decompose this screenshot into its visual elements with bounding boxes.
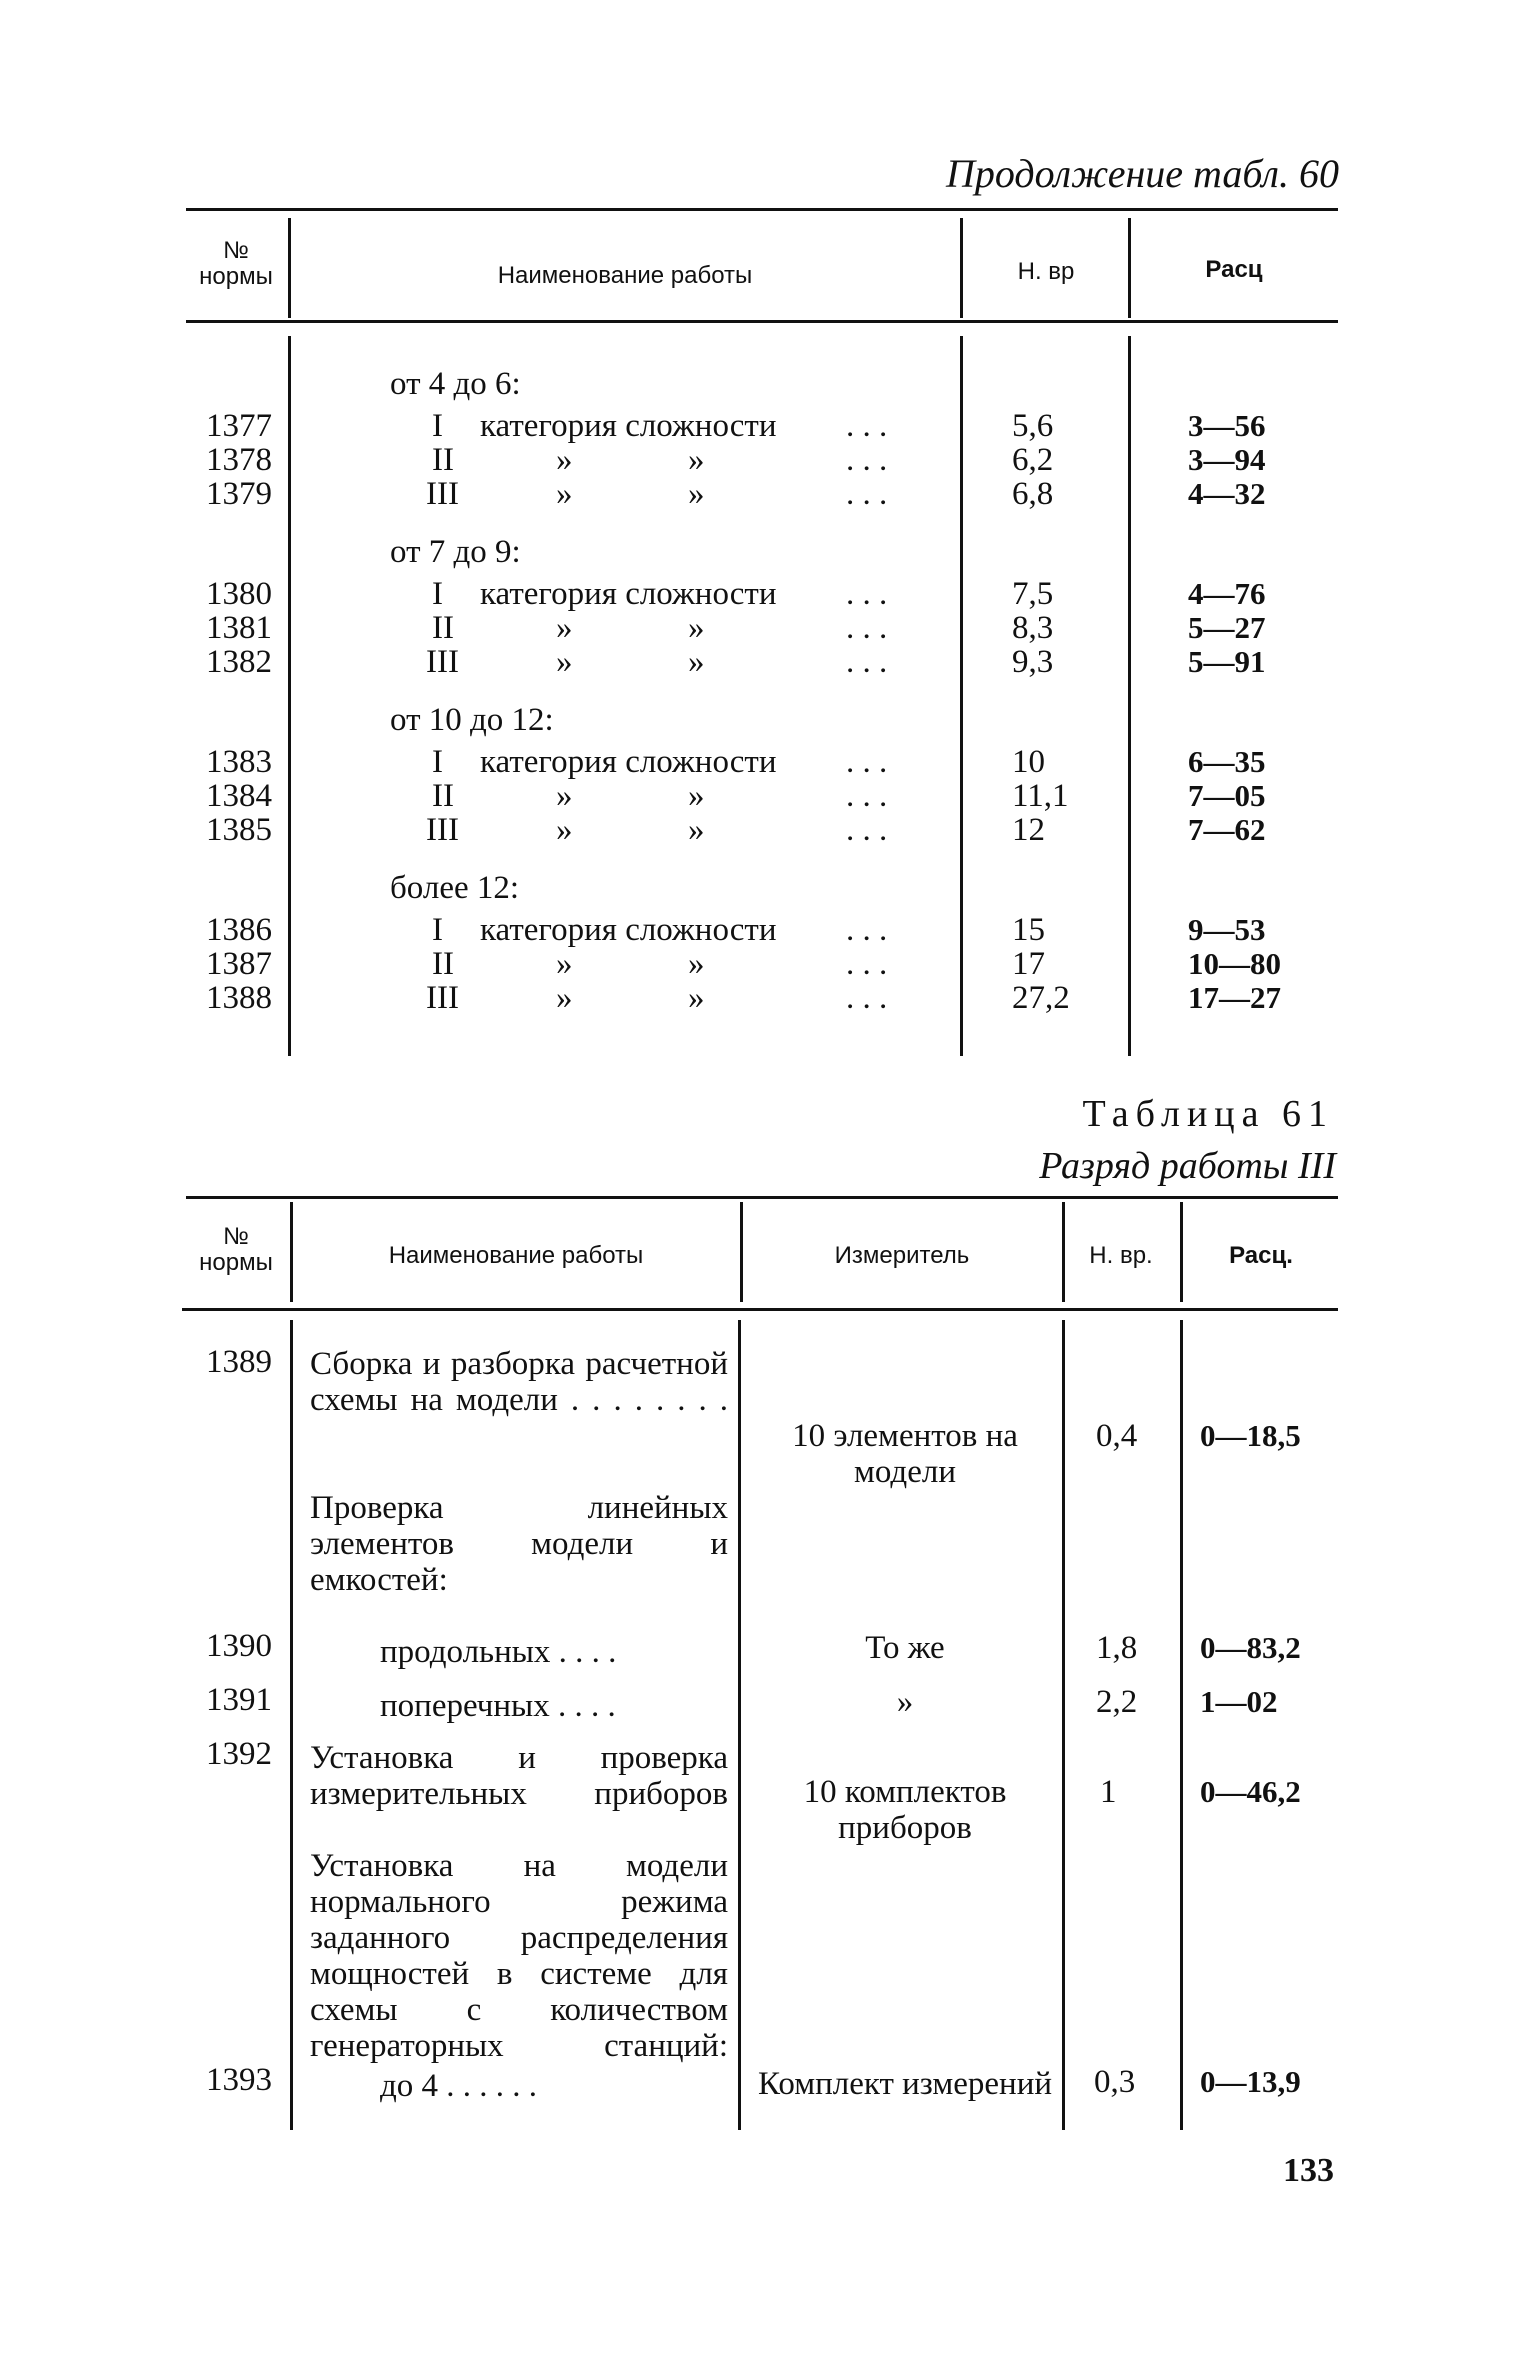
rate-value: 9—53 — [1188, 912, 1266, 947]
table61-col-divider-3 — [1062, 1202, 1065, 1302]
category: III — [426, 812, 459, 848]
table60-col-divider-3 — [1128, 218, 1131, 318]
norm-number: 1380 — [206, 576, 272, 612]
time-norm: 0,4 — [1096, 1418, 1138, 1454]
time-norm: 9,3 — [1012, 644, 1054, 680]
work-name: категория сложности — [480, 576, 777, 612]
table60-top-rule — [186, 208, 1338, 211]
rate-value: 17—27 — [1188, 980, 1281, 1015]
leader-dots: . . . — [846, 778, 888, 814]
norm-number: 1384 — [206, 778, 272, 814]
rate-value: 4—76 — [1188, 576, 1266, 611]
table61-header-time: Н. вр. — [1089, 1242, 1153, 1269]
rate-value: 0—46,2 — [1200, 1774, 1301, 1809]
norm-number: 1392 — [206, 1736, 272, 1772]
table61-header-rule — [182, 1308, 1338, 1311]
category: I — [432, 576, 443, 612]
table60-header-norm: № нормы — [199, 237, 273, 290]
category: III — [426, 644, 459, 680]
measure-unit: 10 комплектов приборов — [803, 1774, 1007, 1846]
norm-number: 1387 — [206, 946, 272, 982]
work-name: Сборка и разборка расчетной схемы на модели . . . . . . . . — [310, 1346, 728, 1418]
ditto-marks: » » — [556, 980, 705, 1016]
ditto-marks: » » — [556, 644, 705, 680]
rate-value: 5—91 — [1188, 644, 1266, 679]
time-norm: 2,2 — [1096, 1684, 1138, 1720]
category: II — [432, 778, 454, 814]
ditto-marks: » » — [556, 812, 705, 848]
norm-number: 1383 — [206, 744, 272, 780]
rate-value: 3—94 — [1188, 442, 1266, 477]
work-name: категория сложности — [480, 408, 777, 444]
measure-unit-ditto: » — [896, 1684, 914, 1720]
group-label: от 7 до 9: — [390, 534, 521, 570]
ditto-marks: » » — [556, 442, 705, 478]
time-norm: 0,3 — [1094, 2064, 1136, 2100]
time-norm: 11,1 — [1012, 778, 1069, 814]
time-norm: 5,6 — [1012, 408, 1054, 444]
leader-dots: . . . — [846, 812, 888, 848]
norm-number: 1391 — [206, 1682, 272, 1718]
time-norm: 7,5 — [1012, 576, 1054, 612]
rate-value: 7—05 — [1188, 778, 1266, 813]
section-heading: Установка на модели нормального режима заданного распределения мощностей в системе для схемы с количеством генераторных станций: — [310, 1848, 728, 2064]
leader-dots: . . . — [846, 576, 888, 612]
time-norm: 8,3 — [1012, 610, 1054, 646]
rate-value: 0—83,2 — [1200, 1630, 1301, 1665]
table61-title: Таблица 61 — [1082, 1093, 1334, 1135]
rate-value: 0—18,5 — [1200, 1418, 1301, 1453]
work-name: поперечных . . . . — [380, 1688, 616, 1724]
table60-header-rule — [186, 320, 1338, 323]
category: II — [432, 946, 454, 982]
ditto-marks: » » — [556, 476, 705, 512]
rate-value: 6—35 — [1188, 744, 1266, 779]
rate-value: 0—13,9 — [1200, 2064, 1301, 2099]
group-label: от 4 до 6: — [390, 366, 521, 402]
norm-number: 1385 — [206, 812, 272, 848]
norm-number: 1390 — [206, 1628, 272, 1664]
norm-number: 1379 — [206, 476, 272, 512]
norm-number: 1386 — [206, 912, 272, 948]
measure-unit: 10 элементов на модели — [792, 1418, 1018, 1490]
table60-header-time: Н. вр — [1017, 258, 1075, 285]
rate-value: 10—80 — [1188, 946, 1281, 981]
table61-header-name: Наименование работы — [388, 1242, 644, 1269]
rate-value: 1—02 — [1200, 1684, 1278, 1719]
leader-dots: . . . — [846, 476, 888, 512]
rate-value: 3—56 — [1188, 408, 1266, 443]
category: II — [432, 442, 454, 478]
work-name: категория сложности — [480, 744, 777, 780]
measure-unit: Комплект измерений — [757, 2066, 1053, 2102]
table61-header-norm: № нормы — [199, 1223, 273, 1276]
leader-dots: . . . — [846, 744, 888, 780]
norm-number: 1382 — [206, 644, 272, 680]
time-norm: 1,8 — [1096, 1630, 1138, 1666]
norm-number: 1389 — [206, 1344, 272, 1380]
leader-dots: . . . — [846, 912, 888, 948]
ditto-marks: » » — [556, 610, 705, 646]
category: I — [432, 912, 443, 948]
leader-dots: . . . — [846, 644, 888, 680]
table61-body-divider-1 — [290, 1320, 293, 2130]
table61-col-divider-2 — [740, 1202, 743, 1302]
table61-body-divider-3 — [1062, 1320, 1065, 2130]
table61-body-divider-2 — [738, 1320, 741, 2130]
table61-header-rate: Расц. — [1229, 1242, 1293, 1269]
work-name: до 4 . . . . . . — [380, 2068, 538, 2104]
leader-dots: . . . — [846, 610, 888, 646]
page-number: 133 — [1283, 2152, 1334, 2189]
leader-dots: . . . — [846, 442, 888, 478]
time-norm: 6,2 — [1012, 442, 1054, 478]
rate-value: 4—32 — [1188, 476, 1266, 511]
work-name: категория сложности — [480, 912, 777, 948]
category: III — [426, 980, 459, 1016]
ditto-marks: » » — [556, 778, 705, 814]
time-norm: 6,8 — [1012, 476, 1054, 512]
category: II — [432, 610, 454, 646]
table61-subtitle: Разряд работы III — [1039, 1145, 1336, 1187]
group-label: более 12: — [390, 870, 520, 906]
rate-value: 5—27 — [1188, 610, 1266, 645]
norm-number: 1378 — [206, 442, 272, 478]
table61-col-divider-4 — [1180, 1202, 1183, 1302]
table60-body-divider-1 — [288, 336, 291, 1056]
table61-top-rule — [186, 1196, 1338, 1199]
rate-value: 7—62 — [1188, 812, 1266, 847]
category: III — [426, 476, 459, 512]
time-norm: 1 — [1100, 1774, 1117, 1810]
table61-header-unit: Измеритель — [834, 1242, 970, 1269]
table60-continuation-title: Продолжение табл. 60 — [945, 151, 1339, 196]
ditto-marks: » » — [556, 946, 705, 982]
table60-body-divider-2 — [960, 336, 963, 1056]
table60-body-divider-3 — [1128, 336, 1131, 1056]
table60-col-divider-1 — [288, 218, 291, 318]
norm-number: 1381 — [206, 610, 272, 646]
table60-header-rate: Расц — [1205, 256, 1263, 283]
time-norm: 27,2 — [1012, 980, 1070, 1016]
work-name: Установка и проверка измерительных приборов — [310, 1740, 728, 1812]
leader-dots: . . . — [846, 946, 888, 982]
section-heading: Проверка линейных элементов модели и емкостей: — [310, 1490, 728, 1598]
measure-unit: То же — [865, 1630, 945, 1666]
table60-col-divider-2 — [960, 218, 963, 318]
time-norm: 17 — [1012, 946, 1045, 982]
time-norm: 10 — [1012, 744, 1045, 780]
time-norm: 15 — [1012, 912, 1045, 948]
table61-body-divider-4 — [1180, 1320, 1183, 2130]
table60-header-name: Наименование работы — [497, 262, 753, 289]
norm-number: 1377 — [206, 408, 272, 444]
table61-col-divider-1 — [290, 1202, 293, 1302]
work-name: продольных . . . . — [380, 1634, 617, 1670]
group-label: от 10 до 12: — [390, 702, 554, 738]
leader-dots: . . . — [846, 980, 888, 1016]
norm-number: 1393 — [206, 2062, 272, 2098]
category: I — [432, 744, 443, 780]
category: I — [432, 408, 443, 444]
leader-dots: . . . — [846, 408, 888, 444]
norm-number: 1388 — [206, 980, 272, 1016]
time-norm: 12 — [1012, 812, 1045, 848]
